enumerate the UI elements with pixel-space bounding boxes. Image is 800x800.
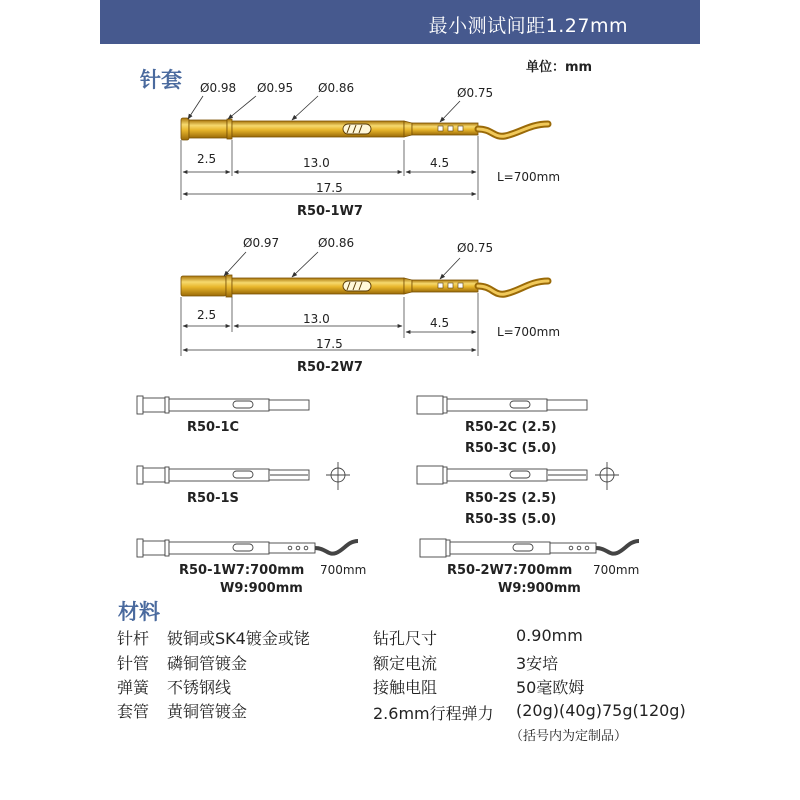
spec-value-2: 3安培 bbox=[516, 654, 559, 673]
probe-1-length-note: L=700mm bbox=[497, 170, 561, 184]
spec-name-2: 额定电流 bbox=[373, 654, 438, 673]
variant-r50-2w9-label: W9:900mm bbox=[498, 581, 581, 596]
variant-r50-2w7-label: R50-2W7:700mm bbox=[447, 563, 573, 578]
spec-value-1: 0.90mm bbox=[516, 626, 583, 645]
variant-r50-1w-length: 700mm bbox=[320, 563, 367, 577]
variant-r50-2s-label: R50-2S (2.5) bbox=[465, 491, 557, 506]
probe-1-dim-1: 2.5 bbox=[197, 152, 217, 166]
probe-1-diameter-4: Ø0.75 bbox=[457, 86, 494, 100]
variant-r50-1w7-label: R50-1W7:700mm bbox=[179, 563, 305, 578]
material-part-4: 套管 bbox=[117, 702, 150, 721]
probe-1-diameter-2: Ø0.95 bbox=[257, 81, 294, 95]
probe-1-diameter-1: Ø0.98 bbox=[200, 81, 237, 95]
spec-name-3: 接触电阻 bbox=[373, 678, 438, 697]
r50-1s-drawing bbox=[137, 462, 350, 490]
probe-1-diameter-3: Ø0.86 bbox=[318, 81, 355, 95]
probe-2-dim-4: 17.5 bbox=[316, 337, 343, 351]
unit-label: 单位：mm bbox=[526, 60, 593, 75]
material-part-1: 针杆 bbox=[117, 629, 150, 648]
spec-value-4: (20g)(40g)75g(120g) bbox=[516, 701, 686, 720]
probe-1-dim-2: 13.0 bbox=[303, 156, 330, 170]
spec-value-3: 50毫欧姆 bbox=[516, 678, 585, 697]
probe-1-drawing bbox=[181, 96, 548, 200]
r50-1c-drawing bbox=[137, 396, 309, 414]
variant-r50-1s-label: R50-1S bbox=[187, 491, 239, 506]
material-value-2: 磷铜管镀金 bbox=[167, 654, 248, 673]
probe-1-name: R50-1W7 bbox=[297, 204, 363, 219]
variant-r50-3c-label: R50-3C (5.0) bbox=[465, 441, 557, 456]
r50-2c-drawing bbox=[417, 396, 587, 414]
r50-2s-drawing bbox=[417, 462, 619, 490]
material-part-3: 弹簧 bbox=[117, 678, 150, 697]
probe-2-diameter-2: Ø0.86 bbox=[318, 236, 355, 250]
probe-2-drawing bbox=[181, 252, 548, 356]
material-part-2: 针管 bbox=[117, 654, 150, 673]
probe-2-dim-2: 13.0 bbox=[303, 312, 330, 326]
probe-2-dim-3: 4.5 bbox=[430, 316, 450, 330]
probe-2-name: R50-2W7 bbox=[297, 360, 363, 375]
probe-2-dim-1: 2.5 bbox=[197, 308, 217, 322]
variant-r50-1w9-label: W9:900mm bbox=[220, 581, 303, 596]
probe-1-dim-3: 4.5 bbox=[430, 156, 450, 170]
section-title-sleeve: 针套 bbox=[140, 68, 182, 92]
variant-r50-1c-label: R50-1C bbox=[187, 420, 240, 435]
r50-1w7-drawing bbox=[137, 539, 358, 557]
section-title-materials: 材料 bbox=[118, 600, 160, 624]
material-value-3: 不锈钢线 bbox=[167, 678, 232, 697]
material-value-4: 黄铜管镀金 bbox=[167, 702, 248, 721]
variant-r50-2c-label: R50-2C (2.5) bbox=[465, 420, 557, 435]
probe-1-dim-4: 17.5 bbox=[316, 181, 343, 195]
material-value-1: 铍铜或SK4镀金或铑 bbox=[167, 629, 310, 648]
variant-r50-3s-label: R50-3S (5.0) bbox=[465, 512, 557, 527]
probe-2-diameter-3: Ø0.75 bbox=[457, 241, 494, 255]
r50-2w7-drawing bbox=[420, 539, 639, 557]
probe-2-diameter-1: Ø0.97 bbox=[243, 236, 280, 250]
spec-name-1: 钻孔尺寸 bbox=[373, 629, 438, 648]
spec-name-4: 2.6mm行程弹力 bbox=[373, 704, 494, 723]
header-title: 最小测试间距1.27mm bbox=[428, 15, 628, 37]
probe-2-length-note: L=700mm bbox=[497, 325, 561, 339]
custom-note: （括号内为定制品） bbox=[510, 729, 628, 744]
variant-r50-2w-length: 700mm bbox=[593, 563, 640, 577]
